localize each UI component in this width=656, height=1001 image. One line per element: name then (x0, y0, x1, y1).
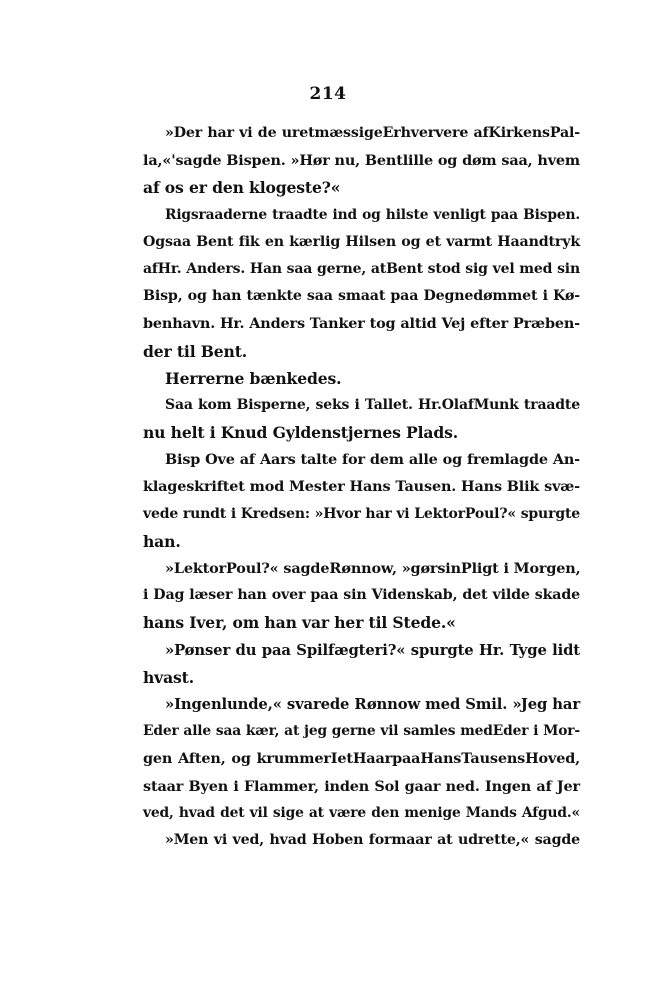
text-line: »Men vi ved, hvad Hoben formaar at udrette,« sagde (165, 831, 580, 848)
text-line: »LektorPoul?« sagdeRønnow, »gørsinPligt i Morgen, (165, 560, 581, 577)
text-line: hans Iver, om han var her til Stede.« (143, 613, 456, 633)
text-line: gen Aften, og krummerIetHaarpaaHansTausensHoved, (143, 750, 580, 768)
text-line: benhavn. Hr. Anders Tanker tog altid Vej efter Præben- (143, 315, 580, 333)
text-line: Saa kom Bisperne, seks i Tallet. Hr.OlafMunk traadte (165, 396, 580, 413)
text-line: klageskriftet mod Mester Hans Tausen. Hans Blik svæ- (143, 478, 580, 496)
text-line: la,«'sagde Bispen. »Hør nu, Bentlille og døm saa, hvem (143, 152, 580, 170)
text-line: der til Bent. (143, 341, 248, 361)
text-line: »Pønser du paa Spilfægteri?« spurgte Hr. Tyge lidt (165, 641, 580, 659)
text-line: han. (143, 531, 181, 551)
text-line: vede rundt i Kredsen: »Hvor har vi LektorPoul?« spurgte (143, 505, 581, 522)
text-line: staar Byen i Flammer, inden Sol gaar ned. Ingen af Jer (143, 777, 580, 795)
text-line: Bisp Ove af Aars talte for dem alle og fremlagde An- (165, 451, 580, 469)
text-line: afHr. Anders. Han saa gerne, atBent stod sig vel med sin (143, 260, 580, 277)
text-line: Rigsraaderne traadte ind og hilste venligt paa Bispen. (165, 206, 580, 223)
text-line: nu helt i Knud Gyldenstjernes Plads. (143, 423, 458, 443)
text-line: af os er den klogeste?« (143, 178, 341, 198)
text-line: Herrerne bænkedes. (165, 368, 342, 388)
text-line: »Der har vi de uretmæssigeErhververe afKirkensPal- (165, 125, 580, 141)
text-line: Eder alle saa kær, at jeg gerne vil samles medEder i Mor- (143, 723, 580, 740)
text-line: Bisp, og han tænkte saa smaat paa Degnedømmet i Kø- (143, 288, 580, 305)
text-line: i Dag læser han over paa sin Videnskab, det vilde skade (143, 587, 580, 604)
text-line: hvast. (143, 667, 195, 687)
page-number: 214 (309, 84, 347, 104)
body-text (143, 120, 580, 854)
text-line: Ogsaa Bent fik en kærlig Hilsen og et varmt Haandtryk (143, 233, 580, 250)
text-line: ved, hvad det vil sige at være den menige Mands Afgud.« (143, 804, 580, 821)
text-line: »Ingenlunde,« svarede Rønnow med Smil. »Jeg har (165, 695, 580, 713)
